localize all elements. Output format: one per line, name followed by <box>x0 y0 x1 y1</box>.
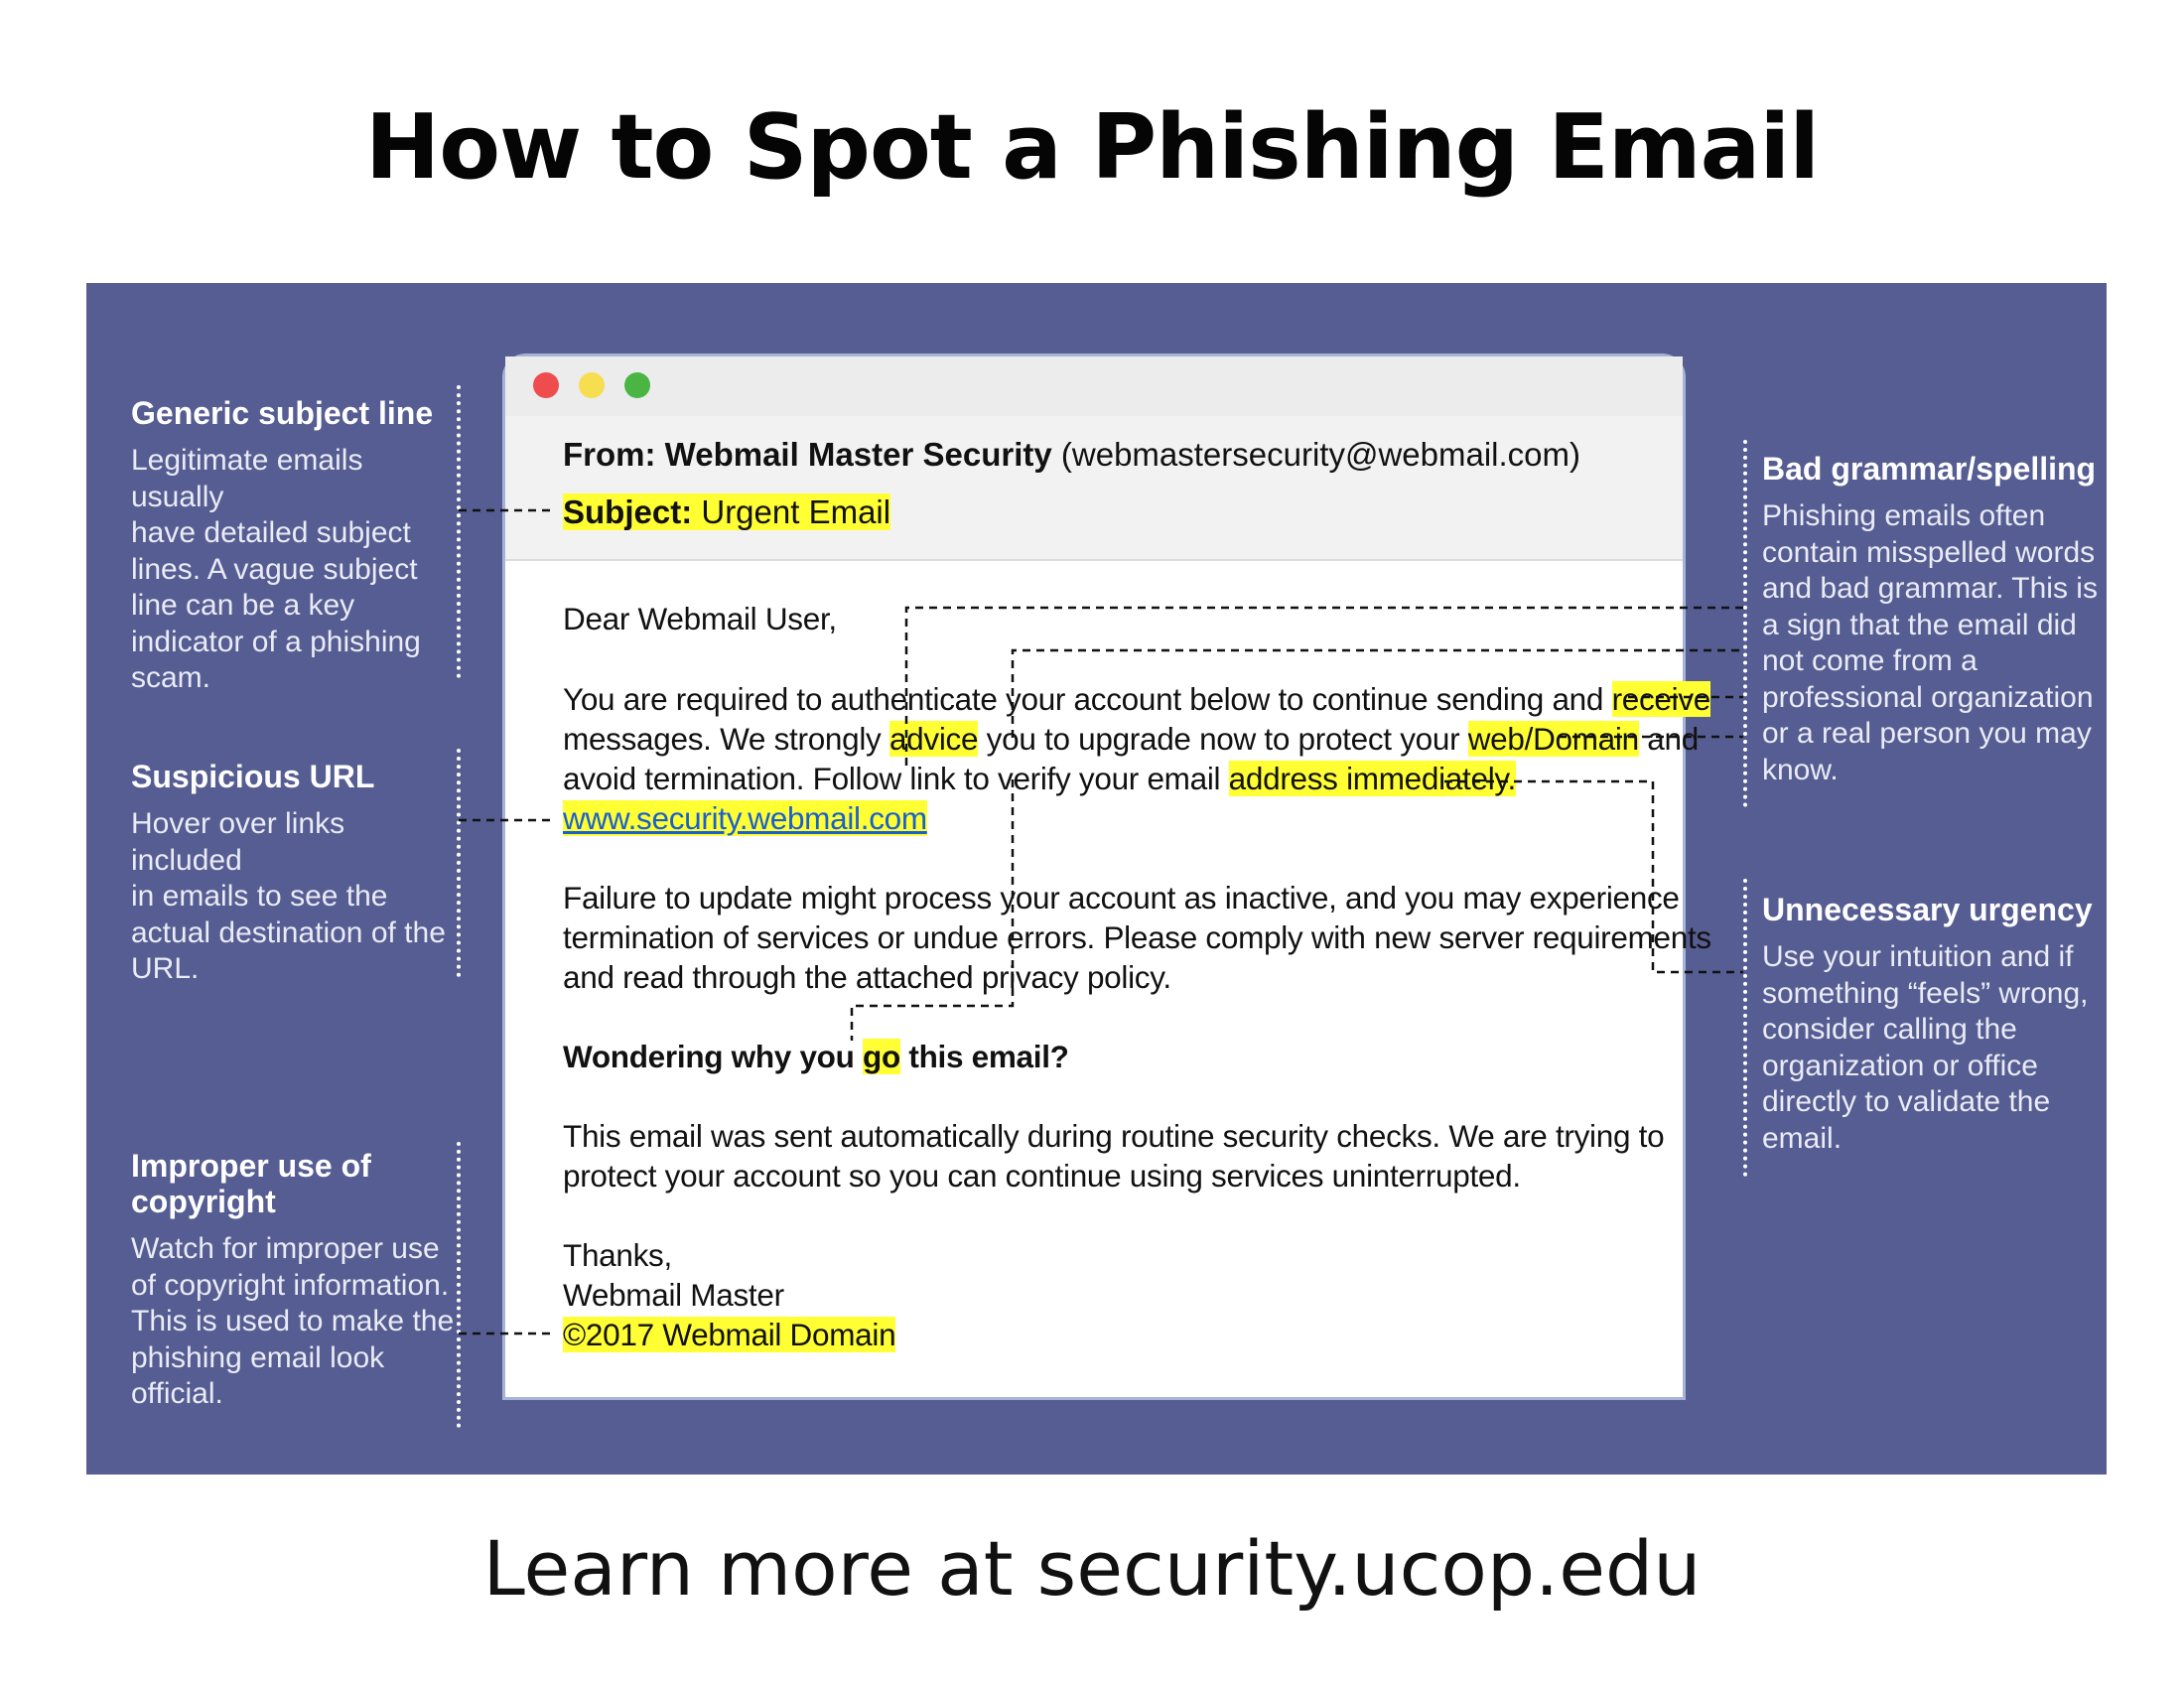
callout-body-line: phishing email look <box>131 1340 385 1374</box>
callout-body-line: Phishing emails often <box>1762 499 2046 532</box>
highlight-copyright: ©2017 Webmail Domain <box>563 1317 896 1352</box>
text-span: messages. We strongly <box>563 721 889 757</box>
suspicious-link[interactable]: www.security.webmail.com <box>563 800 927 836</box>
callout-body-line: a sign that the email did <box>1762 608 2077 641</box>
callout-body-line: Hover over links included <box>131 807 345 877</box>
callout-heading-line: Improper use of <box>131 1148 371 1184</box>
callout-body-line: official. <box>131 1377 223 1410</box>
connector-urgency <box>1444 781 1743 972</box>
callout-body-line: and bad grammar. This is <box>1762 572 2098 605</box>
text-span: and <box>1638 721 1699 757</box>
callout-body-line: This is used to make the <box>131 1305 455 1337</box>
callout-body-line: have detailed subject <box>131 516 411 549</box>
text-span: you to upgrade now to protect your <box>978 721 1468 757</box>
highlight-urgency: address immediately. <box>1228 761 1516 796</box>
callout-heading-line: copyright <box>131 1184 276 1219</box>
from-address: (webmastersecurity@webmail.com) <box>1060 436 1581 473</box>
connector-go <box>852 779 1013 1041</box>
connector-receive <box>906 608 1743 766</box>
callout-body-line: something “feels” wrong, <box>1762 976 2089 1010</box>
callout-body-line: indicator of a phishing <box>131 625 421 658</box>
subject-label: Subject: <box>563 493 693 530</box>
email-signature: Webmail Master <box>563 1277 784 1313</box>
callout-heading: Suspicious URL <box>131 759 375 794</box>
email-line: termination of services or undue errors. Please comply with new server requirements <box>563 919 1711 955</box>
callout-body-line: or a real person you may <box>1762 717 2092 750</box>
from-label: From: <box>563 436 656 473</box>
page-title: How to Spot a Phishing Email <box>364 95 1820 200</box>
text-span: avoid termination. Follow link to verify your email <box>563 761 1229 796</box>
callout-body-line: actual destination of the <box>131 915 446 949</box>
callout-body-line: in emails to see the <box>131 880 388 913</box>
callout-body-line: lines. A vague subject <box>131 552 418 586</box>
email-line: protect your account so you can continue using services uninterrupted. <box>563 1158 1521 1194</box>
callout-body-line: contain misspelled words <box>1762 535 2096 569</box>
text-span: Wondering why you <box>563 1039 864 1074</box>
text-span: this email? <box>899 1039 1069 1074</box>
callout-heading: Bad grammar/spelling <box>1762 451 2097 487</box>
email-line: Failure to update might process your account as inactive, and you may experience <box>563 880 1680 915</box>
highlight-misspelling: go <box>863 1039 900 1074</box>
callout-body-line: organization or office <box>1762 1049 2038 1082</box>
callout-body-line: Watch for improper use <box>131 1232 440 1265</box>
callout-heading: Unnecessary urgency <box>1762 892 2093 927</box>
callout-body-line: professional organization <box>1762 680 2094 714</box>
highlight-misspelling: receive <box>1611 681 1711 717</box>
connector-advice <box>1013 650 1743 738</box>
callout-heading: Generic subject line <box>131 395 434 431</box>
email-line: This email was sent automatically during routine security checks. We are trying to <box>563 1118 1665 1154</box>
email-signoff: Thanks, <box>563 1237 672 1273</box>
text-span: You are required to authenticate your account below to continue sending and <box>563 681 1612 717</box>
callout-body-line: know. <box>1762 753 1839 786</box>
callout-body-line: Legitimate emails usually <box>131 444 363 513</box>
callout-body-line: URL. <box>131 952 200 985</box>
callout-body-line: email. <box>1762 1121 1843 1155</box>
callout-body-line: consider calling the <box>1762 1013 2017 1046</box>
callout-body-line: of copyright information. <box>131 1268 450 1302</box>
subject-value: Urgent Email <box>701 493 891 530</box>
highlight-misspelling: advice <box>888 721 979 757</box>
highlight-misspelling: web/Domain <box>1467 721 1639 757</box>
callout-body-line: scam. <box>131 661 211 694</box>
footer-link-text: Learn more at security.ucop.edu <box>482 1524 1702 1613</box>
email-line: and read through the attached privacy policy. <box>563 959 1171 995</box>
callout-body-line: line can be a key <box>131 589 355 622</box>
callout-body-line: not come from a <box>1762 644 1978 677</box>
callout-body-line: Use your intuition and if <box>1762 940 2074 973</box>
from-name: Webmail Master Security <box>664 436 1052 473</box>
callout-body-line: directly to validate the <box>1762 1085 2051 1118</box>
email-greeting: Dear Webmail User, <box>563 601 837 636</box>
